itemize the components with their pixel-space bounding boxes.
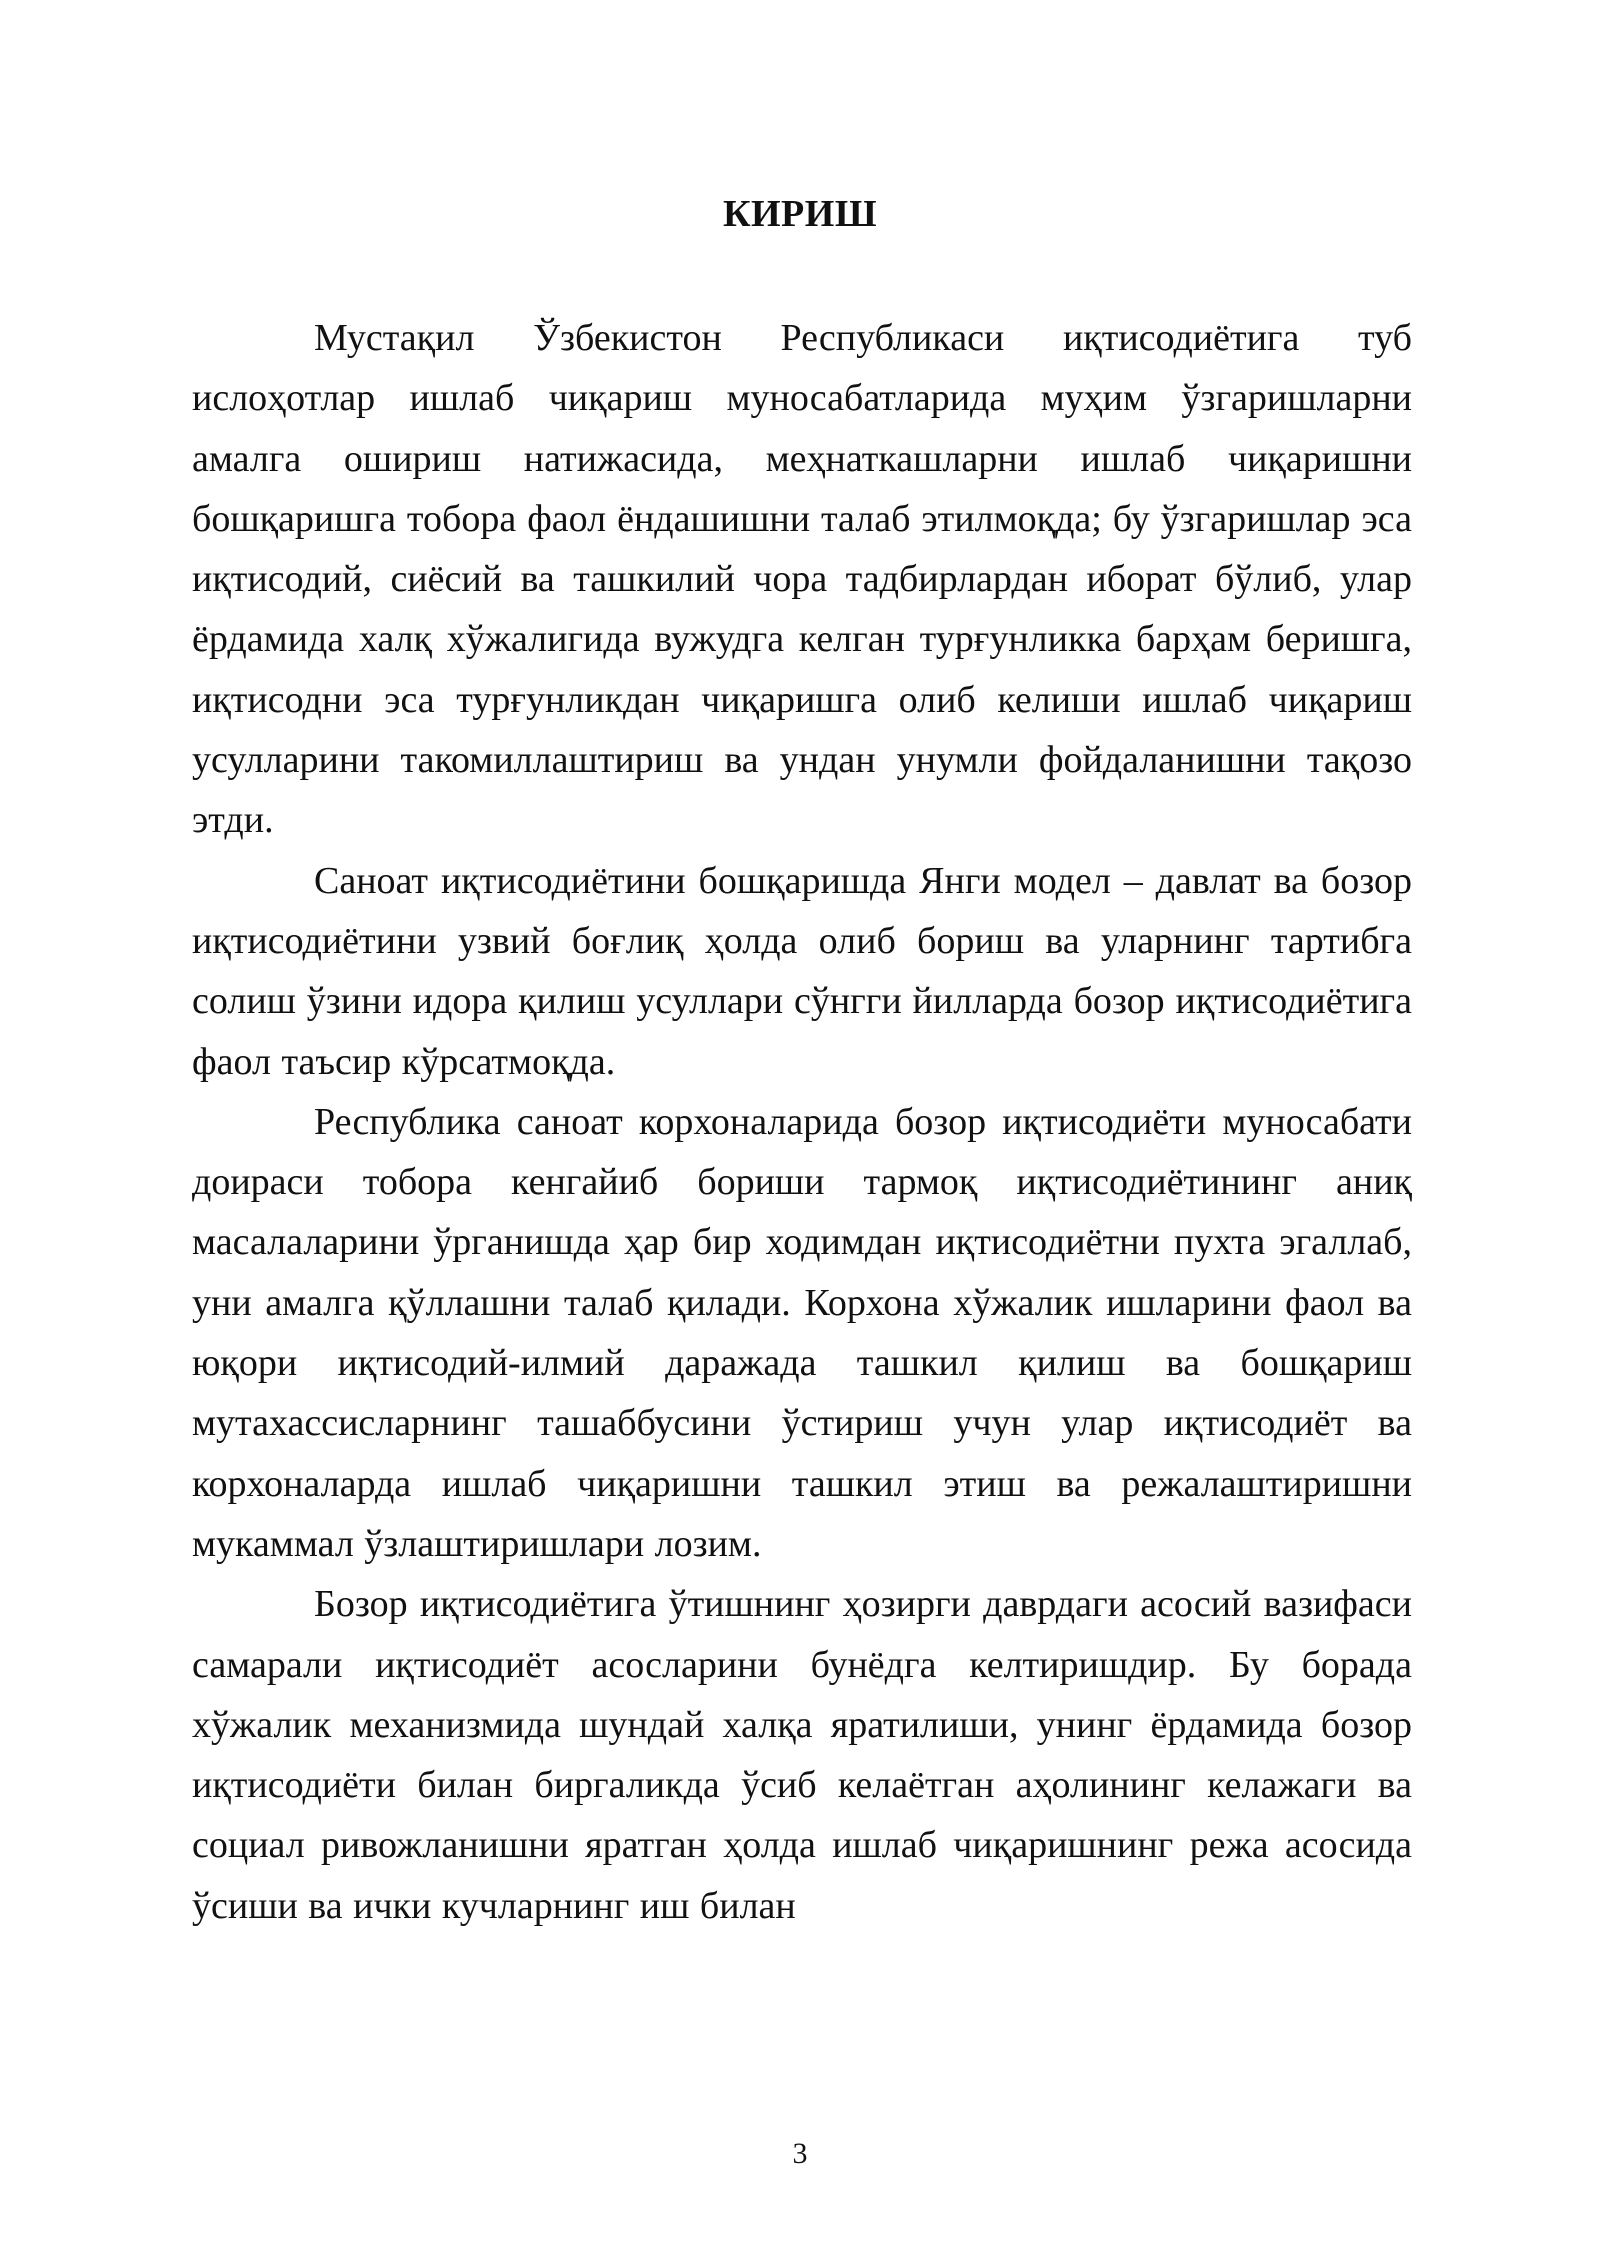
paragraph: Бозор иқтисодиётига ўтишнинг ҳозирги даврдаги асосий вазифаси самарали иқтисодиёт асосларини бунёдга келтиришдир. Бу борада хўжалик механизмида шундай халқа яратилиши, унинг ёрдамида бозор иқтисодиёти билан биргаликда ўсиб келаётган аҳолининг келажаги ва социал ривожланишни яратган ҳолда ишлаб чиқаришнинг режа асосида ўсиши ва ички кучларнинг иш билан xyxy=(192,1583,1412,1927)
paragraph: Саноат иқтисодиётини бошқаришда Янги модел – давлат ва бозор иқтисодиётини узвий боғлиқ ҳолда олиб бориш ва уларнинг тартибга солиш ўзини идора қилиш усуллари сўнгги йилларда бозор иқтисодиётига фаол таъсир кўрсатмоқда. xyxy=(192,859,1412,1083)
page-number: 3 xyxy=(792,2137,808,2170)
document-body xyxy=(192,308,1412,1936)
paragraph: Республика саноат корхоналарида бозор иқтисодиёти муносабати доираси тобора кенгайиб бориши тармоқ иқтисодиётининг аниқ масалаларини ўрганишда ҳар бир ходимдан иқтисодиётни пухта эгаллаб, уни амалга қўллашни талаб қилади. Корхона хўжалик ишларини фаол ва юқори иқтисодий-илмий даражада ташкил қилиш ва бошқариш мутахассисларнинг ташаббусини ўстириш учун улар иқтисодиёт ва корхоналарда ишлаб чиқаришни ташкил этиш ва режалаштиришни мукаммал ўзлаштиришлари лозим. xyxy=(192,1100,1412,1565)
page-title: КИРИШ xyxy=(722,193,878,235)
paragraph: Мустақил Ўзбекистон Республикаси иқтисодиётига туб ислоҳотлар ишлаб чиқариш муносабатларида муҳим ўзгаришларни амалга ошириш натижасида, меҳнаткашларни ишлаб чиқаришни бошқаришга тобора фаол ёндашишни талаб этилмоқда; бу ўзгаришлар эса иқтисодий, сиёсий ва ташкилий чора тадбирлардан иборат бўлиб, улар ёрдамида халқ хўжалигида вужудга келган турғунликка барҳам беришга, иқтисодни эса турғунликдан чиқаришга олиб келиши ишлаб чиқариш усулларини такомиллаштириш ва ундан унумли фойдаланишни тақозо этди. xyxy=(192,317,1412,842)
